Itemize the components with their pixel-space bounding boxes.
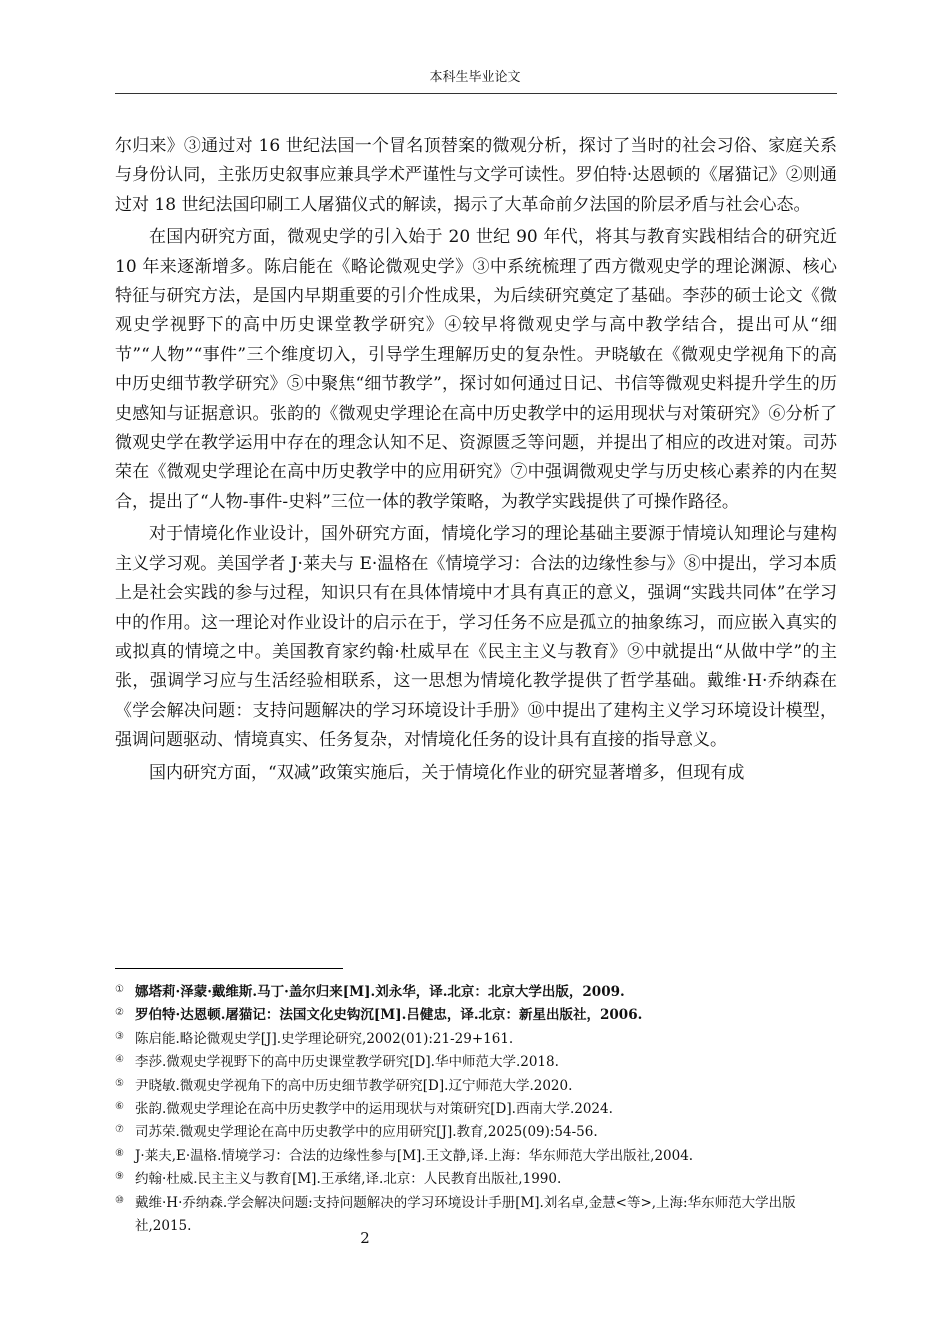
paragraph-situated-homework-abroad: 对于情境化作业设计，国外研究方面，情境化学习的理论基础主要源于情境认知理论与建构主义学习观。美国学者 J·莱夫与 E·温格在《情境学习：合法的边缘性参与》⑧中提出，学习本质上是社会实践的参与过程，知识只有在具体情境中才具有真正的意义，强调“实践共同体”在学习中的作用。这一理论对作业设计的启示在于，学习任务不应是孤立的抽象练习，而应嵌入真实的或拟真的情境之中。美国教育家约翰·杜威早在《民主主义与教育》⑨中就提出“从做中学”的主张，强调学习应与生活经验相联系，这一思想为情境化教学提供了哲学基础。戴维·H·乔纳森在《学会解决问题：支持问题解决的学习环境设计手册》⑩中提出了建构主义学习环境设计模型，强调问题驱动、情境真实、任务复杂，对情境化任务的设计具有直接的指导意义。 (115, 524, 837, 751)
footnote-number: ⑧ (115, 1147, 124, 1159)
footnote-number: ② (115, 1007, 124, 1019)
footnote (115, 1098, 837, 1121)
footnote (115, 1004, 837, 1027)
header-rule (115, 93, 837, 94)
paragraph-domestic-situated-homework: 国内研究方面，“双减”政策实施后，关于情境化作业的研究显著增多，但现有成 (149, 762, 745, 783)
footnote-text: 尹晓敏.微观史学视角下的高中历史细节教学研究[D].辽宁师范大学.2020. (135, 1077, 573, 1094)
footnote-text: 约翰·杜威.民主主义与教育[M].王承绪,译.北京：人民教育出版社,1990. (135, 1171, 562, 1188)
paragraph-continuation: 尔归来》③通过对 16 世纪法国一个冒名顶替案的微观分析，探讨了当时的社会习俗、家庭关系与身份认同，主张历史叙事应兼具学术严谨性与文学可读性。罗伯特·达恩顿的《屠猫记》②则通过对 18 世纪法国印刷工人屠猫仪式的解读，揭示了大革命前夕法国的阶层矛盾与社会心态。 (115, 136, 837, 215)
footnote (115, 1121, 837, 1144)
footnote-text: 娜塔莉·泽蒙·戴维斯.马丁·盖尔归来[M].刘永华，译.北京：北京大学出版，2009. (135, 984, 625, 1000)
body-text (115, 132, 837, 791)
footnote-number: ③ (115, 1030, 124, 1042)
footnote-rule (115, 968, 343, 969)
footnote-number: ① (115, 984, 124, 995)
footnote-text: J·莱夫,E·温格.情境学习：合法的边缘性参与[M].王文静,译.上海：华东师范大学出版社,2004. (135, 1147, 694, 1164)
footnotes (115, 981, 837, 1238)
footnote-text: 李莎.微观史学视野下的高中历史课堂教学研究[D].华中师范大学.2018. (135, 1054, 559, 1071)
footnote-text: 罗伯特·达恩顿.屠猫记：法国文化史钩沉[M].吕健忠，译.北京：新星出版社，2006. (135, 1007, 643, 1024)
footnote-number: ⑥ (115, 1101, 124, 1113)
footnote (115, 1145, 837, 1168)
page-number: 2 (360, 1229, 370, 1247)
running-header: 本科生毕业论文 (429, 70, 521, 85)
footnote (115, 1075, 837, 1098)
footnote-number: ⑨ (115, 1171, 124, 1183)
footnote-number: ④ (115, 1054, 124, 1066)
footnote-text: 陈启能.略论微观史学[J].史学理论研究,2002(01):21-29+161. (135, 1030, 514, 1047)
footnote-number: ⑤ (115, 1077, 124, 1089)
footnote-text: 戴维·H·乔纳森.学会解决问题:支持问题解决的学习环境设计手册[M].刘名卓,金慧<等>,上海:华东师范大学出版社,2015. (135, 1194, 796, 1235)
paragraph-domestic-microhistory: 在国内研究方面，微观史学的引入始于 20 世纪 90 年代，将其与教育实践相结合的研究近 10 年来逐渐增多。陈启能在《略论微观史学》③中系统梳理了西方微观史学的理论渊源、核心特征与研究方法，是国内早期重要的引介性成果，为后续研究奠定了基础。李莎的硕士论文《微观史学视野下的高中历史课堂教学研究》④较早将微观史学与高中教学结合，提出可从“细节”“人物”“事件”三个维度切入，引导学生理解历史的复杂性。尹晓敏在《微观史学视角下的高中历史细节教学研究》⑤中聚焦“细节教学”，探讨如何通过日记、书信等微观史料提升学生的历史感知与证据意识。张韵的《微观史学理论在高中历史教学中的运用现状与对策研究》⑥分析了微观史学在教学运用中存在的理念认知不足、资源匮乏等问题，并提出了相应的改进对策。司苏荣在《微观史学理论在高中历史教学中的应用研究》⑦中强调微观史学与历史核心素养的内在契合，提出了“人物-事件-史料”三位一体的教学策略，为教学实践提供了可操作路径。 (115, 227, 837, 512)
footnote-text: 司苏荣.微观史学理论在高中历史教学中的应用研究[J].教育,2025(09):54-56. (135, 1124, 598, 1141)
footnote (115, 981, 837, 1004)
footnote-number: ⑩ (115, 1194, 124, 1206)
footnote (115, 1051, 837, 1074)
footnote-text: 张韵.微观史学理论在高中历史教学中的运用现状与对策研究[D].西南大学.2024. (135, 1101, 613, 1118)
footnote (115, 1168, 837, 1191)
footnote (115, 1028, 837, 1051)
footnote-number: ⑦ (115, 1124, 124, 1136)
